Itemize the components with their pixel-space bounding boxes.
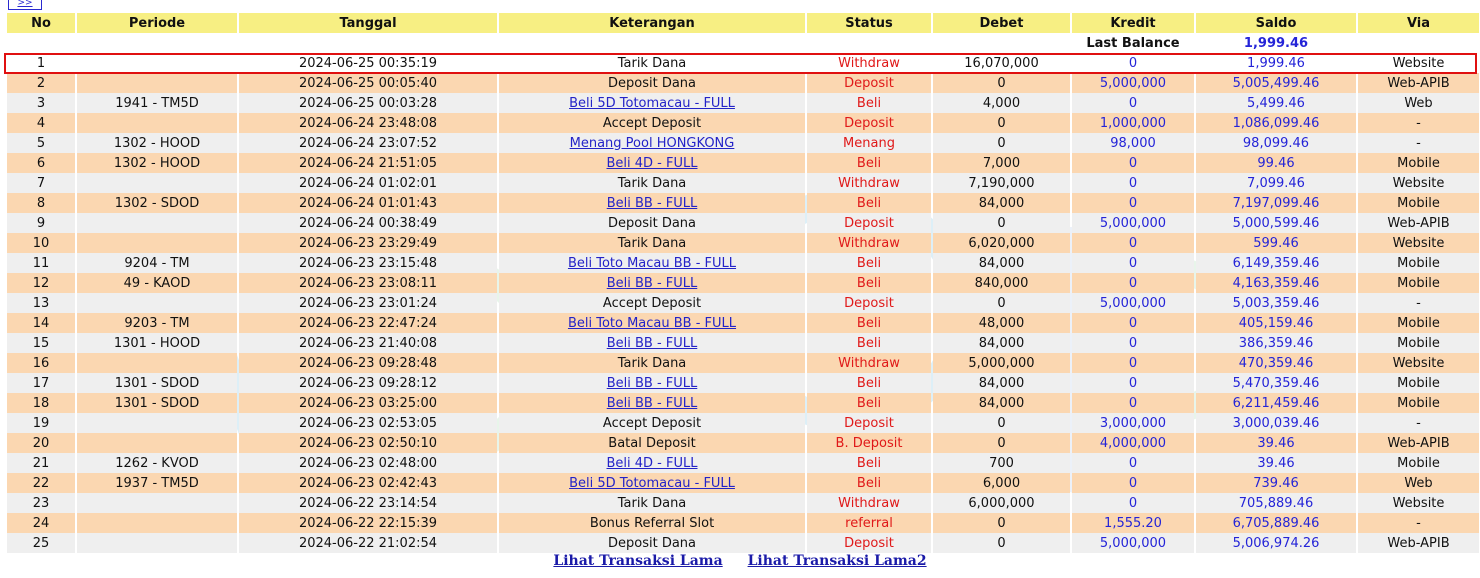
cell-via: Website: [1358, 353, 1479, 373]
cell-periode: 1262 - KVOD: [77, 453, 237, 473]
cell-periode: [77, 113, 237, 133]
cell-status: Beli: [807, 313, 931, 333]
cell-no: 1: [7, 53, 75, 73]
cell-kredit: 0: [1072, 373, 1194, 393]
cell-status: Beli: [807, 253, 931, 273]
cell-debet: 6,020,000: [933, 233, 1070, 253]
cell-debet: 0: [933, 293, 1070, 313]
cell-kredit: 98,000: [1072, 133, 1194, 153]
cell-saldo: 4,163,359.46: [1196, 273, 1356, 293]
cell-keterangan: Deposit Dana: [499, 213, 805, 233]
cell-no: 15: [7, 333, 75, 353]
cell-debet: 84,000: [933, 193, 1070, 213]
cell-no: 24: [7, 513, 75, 533]
cell-tanggal: 2024-06-23 02:53:05: [239, 413, 497, 433]
cell-kredit: 5,000,000: [1072, 293, 1194, 313]
cell-debet: 0: [933, 413, 1070, 433]
cell-status: Beli: [807, 153, 931, 173]
cell-no: 2: [7, 73, 75, 93]
cell-keterangan: [499, 93, 805, 113]
cell-via: Mobile: [1358, 393, 1479, 413]
cell-kredit: 0: [1072, 233, 1194, 253]
cell-no: 25: [7, 533, 75, 553]
cell-keterangan: [499, 393, 805, 413]
cell-kredit: 0: [1072, 493, 1194, 513]
cell-debet: 6,000,000: [933, 493, 1070, 513]
cell-saldo: 5,003,359.46: [1196, 293, 1356, 313]
cell-status: Withdraw: [807, 53, 931, 73]
table-row: [7, 153, 1479, 173]
cell-keterangan: Tarik Dana: [499, 53, 805, 73]
cell-keterangan: [499, 133, 805, 153]
cell-no: 3: [7, 93, 75, 113]
cell-tanggal: 2024-06-23 22:47:24: [239, 313, 497, 333]
table-row: [7, 413, 1479, 433]
old-transactions-link[interactable]: Lihat Transaksi Lama: [553, 553, 723, 569]
cell-saldo: 6,705,889.46: [1196, 513, 1356, 533]
cell-via: Website: [1358, 233, 1479, 253]
cell-no: 7: [7, 173, 75, 193]
cell-tanggal: 2024-06-23 03:25:00: [239, 393, 497, 413]
cell-periode: [77, 533, 237, 553]
cell-periode: 1301 - SDOD: [77, 393, 237, 413]
cell-status: referral: [807, 513, 931, 533]
cell-debet: 0: [933, 433, 1070, 453]
cell-tanggal: 2024-06-23 23:01:24: [239, 293, 497, 313]
cell-no: 22: [7, 473, 75, 493]
cell-debet: 840,000: [933, 273, 1070, 293]
cell-kredit: 0: [1072, 93, 1194, 113]
cell-kredit: 0: [1072, 353, 1194, 373]
transaction-detail-link[interactable]: Beli BB - FULL: [606, 275, 698, 291]
cell-no: 20: [7, 433, 75, 453]
cell-no: 6: [7, 153, 75, 173]
cell-saldo: 7,197,099.46: [1196, 193, 1356, 213]
cell-via: Web-APIB: [1358, 73, 1479, 93]
table-row: [7, 253, 1479, 273]
cell-status: Withdraw: [807, 353, 931, 373]
cell-status: Beli: [807, 453, 931, 473]
transaction-detail-link[interactable]: Beli BB - FULL: [606, 195, 698, 211]
cell-saldo: 7,099.46: [1196, 173, 1356, 193]
cell-via: -: [1358, 413, 1479, 433]
transaction-detail-link[interactable]: Beli 5D Totomacau - FULL: [569, 475, 735, 491]
cell-via: -: [1358, 293, 1479, 313]
cell-keterangan: [499, 193, 805, 213]
cell-debet: 4,000: [933, 93, 1070, 113]
cell-kredit: 1,000,000: [1072, 113, 1194, 133]
cell-tanggal: 2024-06-23 23:15:48: [239, 253, 497, 273]
col-header-status: Status: [807, 13, 931, 33]
cell-saldo: 5,499.46: [1196, 93, 1356, 113]
cell-tanggal: 2024-06-24 01:02:01: [239, 173, 497, 193]
cell-periode: [77, 413, 237, 433]
cell-keterangan: [499, 313, 805, 333]
cell-saldo: 98,099.46: [1196, 133, 1356, 153]
cell-periode: [77, 513, 237, 533]
table-row: [7, 493, 1479, 513]
cell-debet: 0: [933, 133, 1070, 153]
cell-no: 10: [7, 233, 75, 253]
cell-tanggal: 2024-06-23 23:29:49: [239, 233, 497, 253]
cell-tanggal: 2024-06-24 00:38:49: [239, 213, 497, 233]
cell-debet: 84,000: [933, 393, 1070, 413]
table-row: [7, 193, 1479, 213]
cell-keterangan: [499, 333, 805, 353]
cell-keterangan: Tarik Dana: [499, 233, 805, 253]
cell-keterangan: Bonus Referral Slot: [499, 513, 805, 533]
cell-saldo: 386,359.46: [1196, 333, 1356, 353]
cell-saldo: 39.46: [1196, 433, 1356, 453]
cell-status: Deposit: [807, 73, 931, 93]
cell-keterangan: Tarik Dana: [499, 353, 805, 373]
table-row: [7, 313, 1479, 333]
cell-debet: 5,000,000: [933, 353, 1070, 373]
cell-status: Beli: [807, 333, 931, 353]
cell-debet: 6,000: [933, 473, 1070, 493]
cell-tanggal: 2024-06-23 02:42:43: [239, 473, 497, 493]
cell-kredit: 0: [1072, 153, 1194, 173]
cell-via: Website: [1358, 53, 1479, 73]
cell-keterangan: [499, 473, 805, 493]
cell-keterangan: Deposit Dana: [499, 73, 805, 93]
cell-keterangan: Accept Deposit: [499, 413, 805, 433]
cell-debet: 84,000: [933, 333, 1070, 353]
cell-tanggal: 2024-06-22 21:02:54: [239, 533, 497, 553]
cell-status: Menang: [807, 133, 931, 153]
cell-status: Deposit: [807, 113, 931, 133]
cell-debet: 48,000: [933, 313, 1070, 333]
cell-no: 4: [7, 113, 75, 133]
cell-debet: 16,070,000: [933, 53, 1070, 73]
cell-status: Withdraw: [807, 173, 931, 193]
table-row: [7, 73, 1479, 93]
cell-status: Beli: [807, 193, 931, 213]
cell-keterangan: Tarik Dana: [499, 493, 805, 513]
cell-no: 16: [7, 353, 75, 373]
cell-tanggal: 2024-06-24 23:07:52: [239, 133, 497, 153]
cell-kredit: 1,555.20: [1072, 513, 1194, 533]
cell-periode: [77, 173, 237, 193]
cell-periode: [77, 493, 237, 513]
cell-via: Website: [1358, 493, 1479, 513]
cell-periode: [77, 433, 237, 453]
cell-no: 21: [7, 453, 75, 473]
cell-no: 9: [7, 213, 75, 233]
cell-via: Web: [1358, 93, 1479, 113]
cell-saldo: 6,211,459.46: [1196, 393, 1356, 413]
cell-saldo: 3,000,039.46: [1196, 413, 1356, 433]
cell-status: Deposit: [807, 533, 931, 553]
cell-saldo: 739.46: [1196, 473, 1356, 493]
cell-tanggal: 2024-06-23 21:40:08: [239, 333, 497, 353]
cell-saldo: 1,086,099.46: [1196, 113, 1356, 133]
cell-kredit: 5,000,000: [1072, 213, 1194, 233]
cell-status: Deposit: [807, 413, 931, 433]
cell-debet: 700: [933, 453, 1070, 473]
cell-tanggal: 2024-06-25 00:35:19: [239, 53, 497, 73]
transaction-detail-link[interactable]: Menang Pool HONGKONG: [569, 135, 735, 151]
cell-no: 17: [7, 373, 75, 393]
table-header-row: [7, 13, 1479, 33]
cell-tanggal: 2024-06-24 23:48:08: [239, 113, 497, 133]
cell-status: Beli: [807, 393, 931, 413]
col-header-via: Via: [1358, 13, 1479, 33]
cell-saldo: 6,149,359.46: [1196, 253, 1356, 273]
col-header-periode: Periode: [77, 13, 237, 33]
table-row: [7, 393, 1479, 413]
cell-kredit: 0: [1072, 53, 1194, 73]
table-row: [7, 533, 1479, 553]
table-row: [7, 333, 1479, 353]
cell-periode: 49 - KAOD: [77, 273, 237, 293]
cell-via: Mobile: [1358, 153, 1479, 173]
cell-status: Beli: [807, 473, 931, 493]
cell-keterangan: [499, 373, 805, 393]
cell-saldo: 5,000,599.46: [1196, 213, 1356, 233]
cell-periode: 9204 - TM: [77, 253, 237, 273]
cell-debet: 7,190,000: [933, 173, 1070, 193]
table-row: [7, 373, 1479, 393]
cell-tanggal: 2024-06-23 09:28:12: [239, 373, 497, 393]
cell-tanggal: 2024-06-23 02:50:10: [239, 433, 497, 453]
cell-via: -: [1358, 133, 1479, 153]
transaction-detail-link[interactable]: Beli Toto Macau BB - FULL: [567, 255, 737, 271]
col-header-debet: Debet: [933, 13, 1070, 33]
cell-via: Mobile: [1358, 253, 1479, 273]
cell-no: 8: [7, 193, 75, 213]
cell-no: 19: [7, 413, 75, 433]
cell-saldo: 99.46: [1196, 153, 1356, 173]
transaction-detail-link[interactable]: Beli BB - FULL: [606, 335, 698, 351]
cell-via: -: [1358, 513, 1479, 533]
last-balance-label: Last Balance: [1072, 33, 1194, 53]
cell-keterangan: Deposit Dana: [499, 533, 805, 553]
cell-kredit: 0: [1072, 193, 1194, 213]
cell-periode: [77, 73, 237, 93]
cell-periode: 1301 - SDOD: [77, 373, 237, 393]
table-row: [7, 233, 1479, 253]
cell-no: 5: [7, 133, 75, 153]
transaction-detail-link[interactable]: Beli 5D Totomacau - FULL: [569, 95, 735, 111]
transaction-detail-link[interactable]: Beli BB - FULL: [606, 375, 698, 391]
cell-periode: 1302 - SDOD: [77, 193, 237, 213]
cell-tanggal: 2024-06-22 22:15:39: [239, 513, 497, 533]
cell-periode: [77, 353, 237, 373]
cell-periode: [77, 53, 237, 73]
cell-via: Mobile: [1358, 193, 1479, 213]
cell-keterangan: Batal Deposit: [499, 433, 805, 453]
cell-periode: [77, 293, 237, 313]
cell-tanggal: 2024-06-23 23:08:11: [239, 273, 497, 293]
footer-links: [0, 553, 1480, 569]
cell-keterangan: Tarik Dana: [499, 173, 805, 193]
cell-debet: 7,000: [933, 153, 1070, 173]
last-balance-row: [7, 33, 1479, 53]
transaction-table: [5, 13, 1480, 553]
cell-via: Web-APIB: [1358, 433, 1479, 453]
cell-keterangan: [499, 153, 805, 173]
table-row: [7, 473, 1479, 493]
cell-kredit: 0: [1072, 253, 1194, 273]
col-header-keterangan: Keterangan: [499, 13, 805, 33]
cell-via: Mobile: [1358, 313, 1479, 333]
cell-periode: 1301 - HOOD: [77, 333, 237, 353]
transaction-detail-link[interactable]: Beli Toto Macau BB - FULL: [567, 315, 737, 331]
cell-via: Mobile: [1358, 333, 1479, 353]
cell-tanggal: 2024-06-22 23:14:54: [239, 493, 497, 513]
cell-via: Mobile: [1358, 453, 1479, 473]
cell-tanggal: 2024-06-24 01:01:43: [239, 193, 497, 213]
cell-kredit: 0: [1072, 273, 1194, 293]
cell-saldo: 1,999.46: [1196, 53, 1356, 73]
cell-via: Web-APIB: [1358, 533, 1479, 553]
cell-debet: 0: [933, 73, 1070, 93]
cell-periode: 9203 - TM: [77, 313, 237, 333]
col-header-kredit: Kredit: [1072, 13, 1194, 33]
cell-tanggal: 2024-06-24 21:51:05: [239, 153, 497, 173]
table-row: [7, 213, 1479, 233]
table-row: [7, 293, 1479, 313]
cell-no: 11: [7, 253, 75, 273]
cell-tanggal: 2024-06-25 00:05:40: [239, 73, 497, 93]
cell-status: Withdraw: [807, 493, 931, 513]
cell-status: Deposit: [807, 213, 931, 233]
cell-no: 13: [7, 293, 75, 313]
cell-kredit: 3,000,000: [1072, 413, 1194, 433]
cell-kredit: 0: [1072, 333, 1194, 353]
cell-keterangan: Accept Deposit: [499, 293, 805, 313]
cell-status: Withdraw: [807, 233, 931, 253]
cell-kredit: 0: [1072, 393, 1194, 413]
cell-debet: 0: [933, 513, 1070, 533]
cell-no: 23: [7, 493, 75, 513]
cell-saldo: 5,005,499.46: [1196, 73, 1356, 93]
cell-debet: 0: [933, 213, 1070, 233]
table-row: [7, 133, 1479, 153]
cell-saldo: 39.46: [1196, 453, 1356, 473]
table-row: [7, 513, 1479, 533]
cell-status: Beli: [807, 273, 931, 293]
cell-keterangan: [499, 253, 805, 273]
last-balance-value: 1,999.46: [1196, 33, 1356, 53]
cell-no: 18: [7, 393, 75, 413]
cell-periode: 1302 - HOOD: [77, 133, 237, 153]
cell-periode: [77, 233, 237, 253]
cell-via: Web: [1358, 473, 1479, 493]
col-header-no: No: [7, 13, 75, 33]
cell-status: Beli: [807, 93, 931, 113]
cell-keterangan: [499, 273, 805, 293]
cell-debet: 84,000: [933, 373, 1070, 393]
cell-status: Deposit: [807, 293, 931, 313]
cell-periode: 1937 - TM5D: [77, 473, 237, 493]
cell-keterangan: [499, 453, 805, 473]
transaction-detail-link[interactable]: Beli BB - FULL: [606, 395, 698, 411]
cell-via: Mobile: [1358, 373, 1479, 393]
cell-kredit: 5,000,000: [1072, 73, 1194, 93]
table-row: [7, 113, 1479, 133]
cell-via: -: [1358, 113, 1479, 133]
table-row: [7, 453, 1479, 473]
table-row: [7, 273, 1479, 293]
cell-periode: [77, 213, 237, 233]
cell-kredit: 0: [1072, 453, 1194, 473]
cell-saldo: 405,159.46: [1196, 313, 1356, 333]
cell-kredit: 4,000,000: [1072, 433, 1194, 453]
cell-debet: 0: [933, 113, 1070, 133]
cell-via: Website: [1358, 173, 1479, 193]
cell-tanggal: 2024-06-23 02:48:00: [239, 453, 497, 473]
cell-kredit: 0: [1072, 473, 1194, 493]
cell-status: Beli: [807, 373, 931, 393]
col-header-saldo: Saldo: [1196, 13, 1356, 33]
next-page-link[interactable]: >>: [8, 0, 42, 10]
table-row: [7, 433, 1479, 453]
table-row: [7, 93, 1479, 113]
cell-saldo: 599.46: [1196, 233, 1356, 253]
cell-via: Mobile: [1358, 273, 1479, 293]
cell-kredit: 0: [1072, 313, 1194, 333]
cell-no: 14: [7, 313, 75, 333]
cell-keterangan: Accept Deposit: [499, 113, 805, 133]
transaction-detail-link[interactable]: Beli 4D - FULL: [606, 155, 698, 171]
cell-kredit: 5,000,000: [1072, 533, 1194, 553]
table-row: [7, 173, 1479, 193]
cell-saldo: 705,889.46: [1196, 493, 1356, 513]
cell-tanggal: 2024-06-25 00:03:28: [239, 93, 497, 113]
table-row: [7, 353, 1479, 373]
transaction-detail-link[interactable]: Beli 4D - FULL: [606, 455, 698, 471]
cell-status: B. Deposit: [807, 433, 931, 453]
cell-saldo: 5,006,974.26: [1196, 533, 1356, 553]
cell-via: Web-APIB: [1358, 213, 1479, 233]
col-header-tanggal: Tanggal: [239, 13, 497, 33]
cell-periode: 1941 - TM5D: [77, 93, 237, 113]
cell-saldo: 5,470,359.46: [1196, 373, 1356, 393]
table-row: [7, 53, 1479, 73]
cell-debet: 0: [933, 533, 1070, 553]
cell-debet: 84,000: [933, 253, 1070, 273]
cell-no: 12: [7, 273, 75, 293]
cell-periode: 1302 - HOOD: [77, 153, 237, 173]
old-transactions-2-link[interactable]: Lihat Transaksi Lama2: [747, 553, 927, 569]
cell-saldo: 470,359.46: [1196, 353, 1356, 373]
cell-tanggal: 2024-06-23 09:28:48: [239, 353, 497, 373]
cell-kredit: 0: [1072, 173, 1194, 193]
